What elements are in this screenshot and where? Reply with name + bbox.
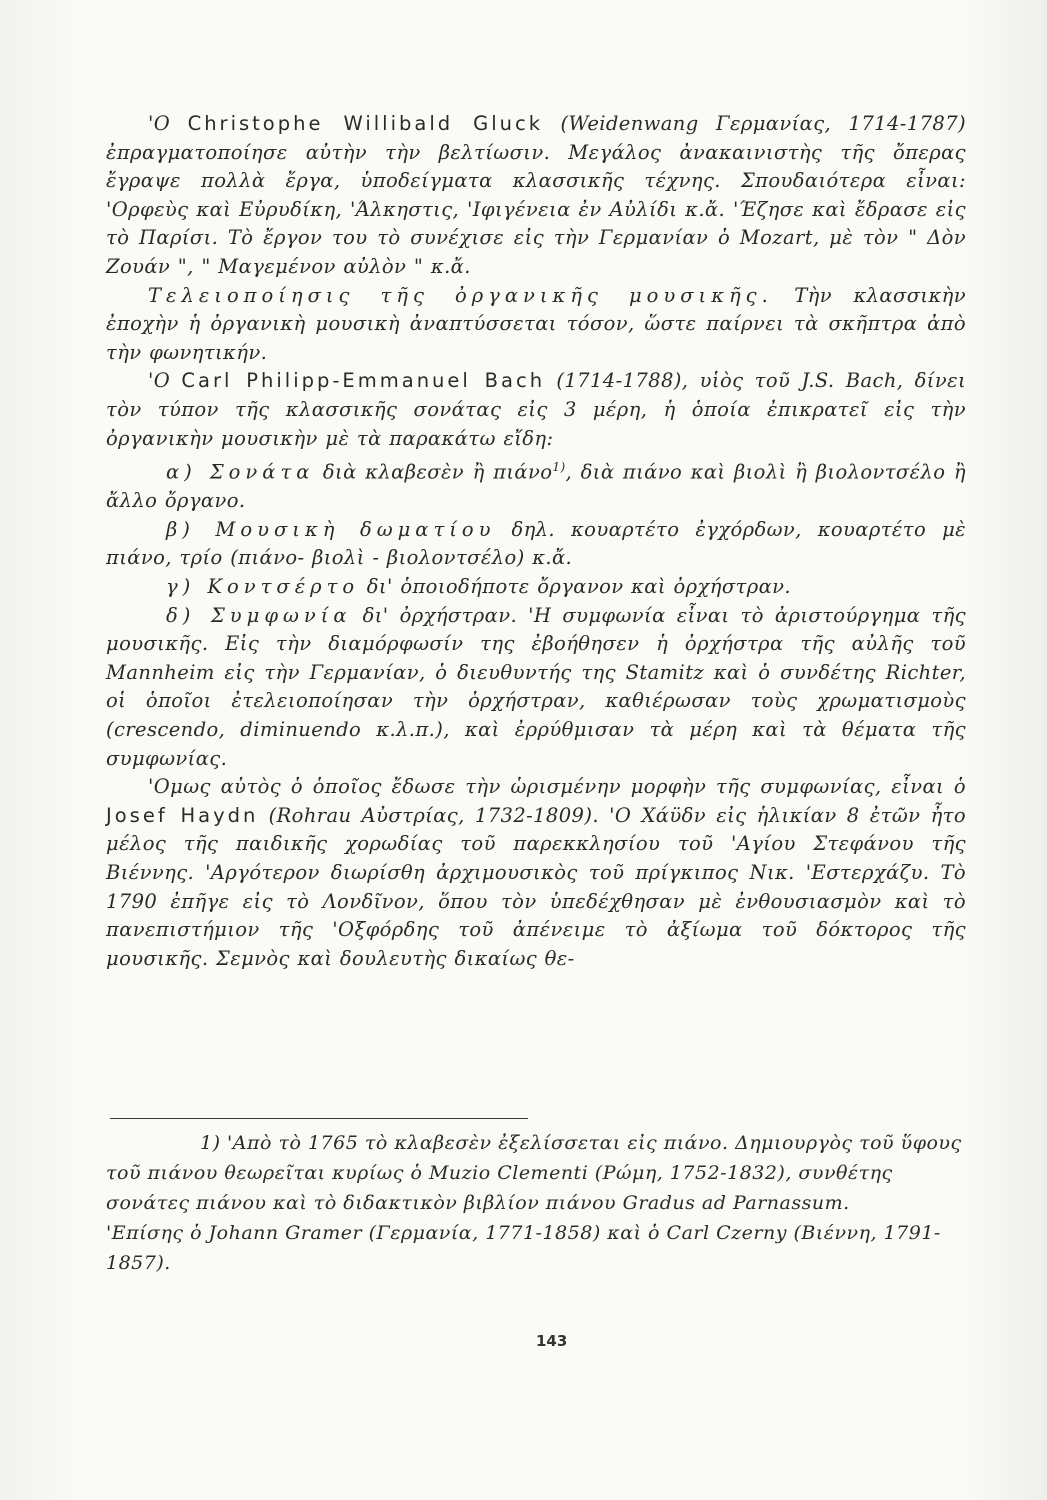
paragraph-text: (1714-1788), υἱὸς τοῦ J.S. Bach, δίνει τὸν τύπον τῆς κλασσικῆς σονάτας εἰς 3 μέρη, ἡ ὁποία ἐπικρατεῖ εἰς τὴν ὀργανικὴν μουσικὴν μὲ τὰ παρακάτω εἴδη: — [106, 369, 966, 450]
paragraph-orchestral-music — [106, 282, 966, 368]
list-item-chamber-music — [106, 516, 966, 573]
paragraph-lead: 'Ο — [148, 112, 188, 135]
item-label-concerto: γ) Κοντσέρτο — [166, 575, 360, 598]
composer-name-cpe-bach: Carl Philipp-Emmanuel Bach — [181, 369, 546, 393]
list-item-symphony — [106, 602, 966, 774]
item-label-symphony: δ) Συμφωνία — [166, 603, 352, 627]
item-text: διὰ κλαβεσὲν ἢ πιάνο — [314, 460, 553, 484]
item-text: , διὰ πιάνο καὶ βιολὶ ἢ βιολοντσέλο ἢ ἄλλο ὄργανο. — [106, 460, 967, 513]
footnotes-block — [106, 1128, 966, 1278]
paragraph-text: (Rohrau Αὐστρίας, 1732-1809). 'Ο Χάϋδν εἰς ἡλικίαν 8 ἐτῶν ἦτο μέλος τῆς παιδικῆς χορωδίας τοῦ παρεκκλησίου τοῦ 'Αγίου Στεφάνου τῆς Βιέννης. 'Αργότερον διωρίσθη ἀρχιμουσικὸς τοῦ πρίγκιπος Νικ. 'Εστερχάζυ. Τὸ 1790 ἐπῆγε εἰς τὸ Λονδῖνον, ὅπου τὸν ὑπεδέχθησαν μὲ ἐνθουσιασμὸν καὶ τὸ πανεπιστήμιον τῆς 'Οξφόρδης τοῦ ἀπένειμε τὸ ἀξίωμα τοῦ δόκτορος τῆς μουσικῆς. Σεμνὸς καὶ δουλευτὴς δικαίως θε- — [106, 803, 966, 970]
item-label-sonata: α) Σονάτα — [166, 460, 315, 484]
page-number: 143 — [536, 1332, 568, 1350]
list-item-concerto — [106, 573, 966, 602]
footnote-mark: 1) — [552, 460, 566, 475]
item-text: δηλ. κουαρτέτο ἐγχόρδων, κουαρτέτο μὲ πιάνο, τρίο (πιάνο- βιολὶ - βιολοντσέλο) κ.ἄ. — [106, 517, 967, 570]
list-item-sonata — [106, 453, 966, 516]
item-text: δι' ὁποιοδήποτε ὄργανον καὶ ὀρχήστραν. — [359, 575, 792, 598]
footnote-1: 1) 'Απὸ τὸ 1765 τὸ κλαβεσὲν ἐξελίσσεται εἰς πιάνο. Δημιουργὸς τοῦ ὕφους τοῦ πιάνου θεωρεῖται κυρίως ὁ Muzio Clementi (Ρώμη, 1752-1832), συνθέτης σονάτες πιάνου καὶ τὸ διδακτικὸν βιβλίον πιάνου Gradus ad Parnassum. — [106, 1132, 962, 1214]
paragraph-haydn — [106, 773, 966, 973]
composer-name-haydn: Josef Haydn — [106, 803, 259, 827]
footnote-2: 'Επίσης ὁ Johann Gramer (Γερμανία, 1771-1858) καὶ ὁ Carl Czerny (Βιέννη, 1791-1857). — [106, 1222, 941, 1274]
main-text-block — [106, 110, 966, 973]
paragraph-gluck — [106, 110, 966, 282]
paragraph-lead: 'Ο — [148, 369, 182, 393]
section-heading-orchestral: Τελειοποίησις τῆς ὀργανικῆς μουσικῆς. — [148, 283, 773, 307]
footnote-divider — [110, 1118, 528, 1119]
item-text: δι' ὀρχήστραν. 'Η συμφωνία εἶναι τὸ ἀριστούργημα τῆς μουσικῆς. Εἰς τὴν διαμόρφωσίν της ἐβοήθησεν ἡ ὀρχήστρα τῆς αὐλῆς τοῦ Mannheim εἰς τὴν Γερμανίαν, ὁ διευθυντής της Stamitz καὶ ὁ συνδέτης Richter, οἱ ὁποῖοι ἐτελειοποίησαν τὴν ὀρχήστραν, καθιέρωσαν τοὺς χρωματισμοὺς (crescendo, diminuendo κ.λ.π.), καὶ ἐρρύθμισαν τὰ μέρη καὶ τὰ θέματα τῆς συμφωνίας. — [106, 603, 966, 770]
item-label-chamber: β) Μουσικὴ δωματίου — [166, 517, 496, 541]
paragraph-cpe-bach — [106, 367, 966, 453]
paragraph-lead: 'Ομως αὐτὸς ὁ ὁποῖος ἔδωσε τὴν ὡρισμένην μορφὴν τῆς συμφωνίας, εἶναι ὁ — [148, 775, 966, 799]
paragraph-text: Τὴν κλασσικὴν ἐποχὴν ἡ ὀργανικὴ μουσικὴ ἀναπτύσσεται τόσον, ὥστε παίρνει τὰ σκῆπτρα ἀπὸ τὴν φωνητικήν. — [106, 283, 966, 364]
composer-name-gluck: Christophe Willibald Gluck — [187, 112, 544, 135]
paragraph-text: (Weidenwang Γερμανίας, 1714-1787) ἐπραγματοποίησε αὐτὴν τὴν βελτίωσιν. Μεγάλος ἀνακαινιστὴς τῆς ὄπερας ἔγραψε πολλὰ ἔργα, ὑποδείγματα κλασσικῆς τέχνης. Σπουδαιότερα εἶναι: 'Ορφεὺς καὶ Εὐρυδίκη, 'Άλκηστις, 'Ιφιγένεια ἐν Αὐλίδι κ.ἄ. 'Έζησε καὶ ἔδρασε εἰς τὸ Παρίσι. Τὸ ἔργον του τὸ συνέχισε εἰς τὴν Γερμανίαν ὁ Mozart, μὲ τὸν " Δὸν Ζουάν ", " Μαγεμένον αὐλὸν " κ.ἄ. — [106, 112, 967, 278]
